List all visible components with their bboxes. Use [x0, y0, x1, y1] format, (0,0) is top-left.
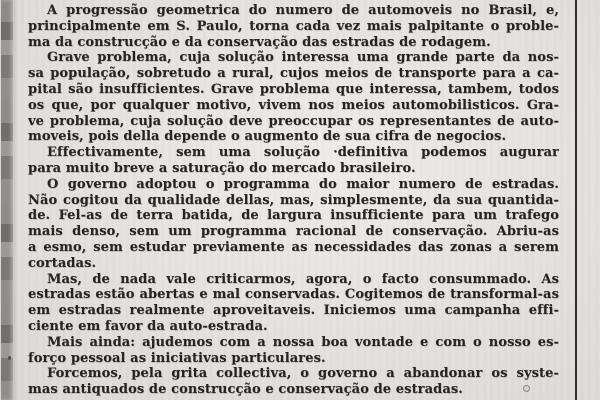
paragraph	[28, 272, 559, 335]
text-line: forço pessoal as iniciativas particulares.	[28, 350, 326, 366]
text-line: de. Fel-as de terra batida, de largura insufficiente para um trafego	[28, 208, 559, 224]
scan-artifact-ring	[523, 385, 530, 392]
text-line: Não cogitou da qualidade dellas, mas, simplesmente, da sua quantida-	[28, 192, 559, 208]
paragraph	[28, 3, 559, 50]
text-line: para muito breve a saturação do mercado brasileiro.	[28, 160, 416, 176]
text-line: Mas, de nada vale criticarmos, agora, o facto consummado. As	[47, 271, 559, 287]
paragraph	[28, 335, 559, 367]
text-line: ma da construcção e da conservação das estradas de rodagem.	[28, 34, 491, 50]
text-line: a esmo, sem estudar previamente as necessidades das zonas a serem	[28, 239, 559, 255]
text-line: O governo adoptou o programma do maior numero de estradas.	[47, 176, 559, 192]
paragraph	[28, 177, 559, 272]
text-line: sa população, sobretudo a rural, cujos meios de transporte para a ca-	[28, 66, 559, 82]
text-line: ve problema, cuja solução deve preoccupar os representantes de auto-	[28, 113, 559, 129]
text-line: Forcemos, pela grita collectiva, o governo a abandonar os syste-	[47, 366, 559, 382]
text-line: em estradas realmente aproveitaveis. Iniciemos uma campanha effi-	[28, 303, 559, 319]
text-line: Effectivamente, sem uma solução ·definitiva podemos augurar	[47, 145, 559, 161]
paragraph	[28, 50, 559, 145]
text-line: principalmente em S. Paulo, torna cada vez mais palpitante o proble-	[28, 18, 559, 34]
text-line: mais denso, sem um programma racional de conservação. Abriu-as	[28, 224, 559, 240]
text-line: A progressão geometrica do numero de automoveis no Brasil, e,	[47, 3, 559, 18]
text-line: Grave problema, cuja solução interessa uma grande parte da nos-	[47, 50, 559, 66]
text-line: os que, por qualquer motivo, vivem nos meios automobilisticos. Gra-	[28, 97, 559, 113]
text-line: Mais ainda: ajudemos com a nossa boa vontade e com o nosso es-	[47, 334, 559, 350]
text-line: pital são insufficientes. Grave problema que interessa, tambem, todos	[28, 81, 559, 97]
page-gutter-shadow	[1, 0, 13, 400]
text-line: cortadas.	[28, 255, 97, 271]
paragraph	[28, 145, 559, 177]
text-line: moveis, pois della depende o augmento de sua cifra de negocios.	[28, 129, 507, 145]
paragraph	[28, 366, 559, 398]
scan-artifact-dot	[8, 356, 11, 360]
text-line: estradas estão abertas e mal conservadas. Cogitemos de transformal-as	[28, 287, 559, 303]
article-text-block	[28, 3, 559, 398]
column-divider-rule	[575, 0, 577, 400]
text-line: ciente em favor da auto-estrada.	[28, 318, 268, 334]
text-line: mas antiquados de construcção e conservação de estradas.	[28, 382, 463, 398]
